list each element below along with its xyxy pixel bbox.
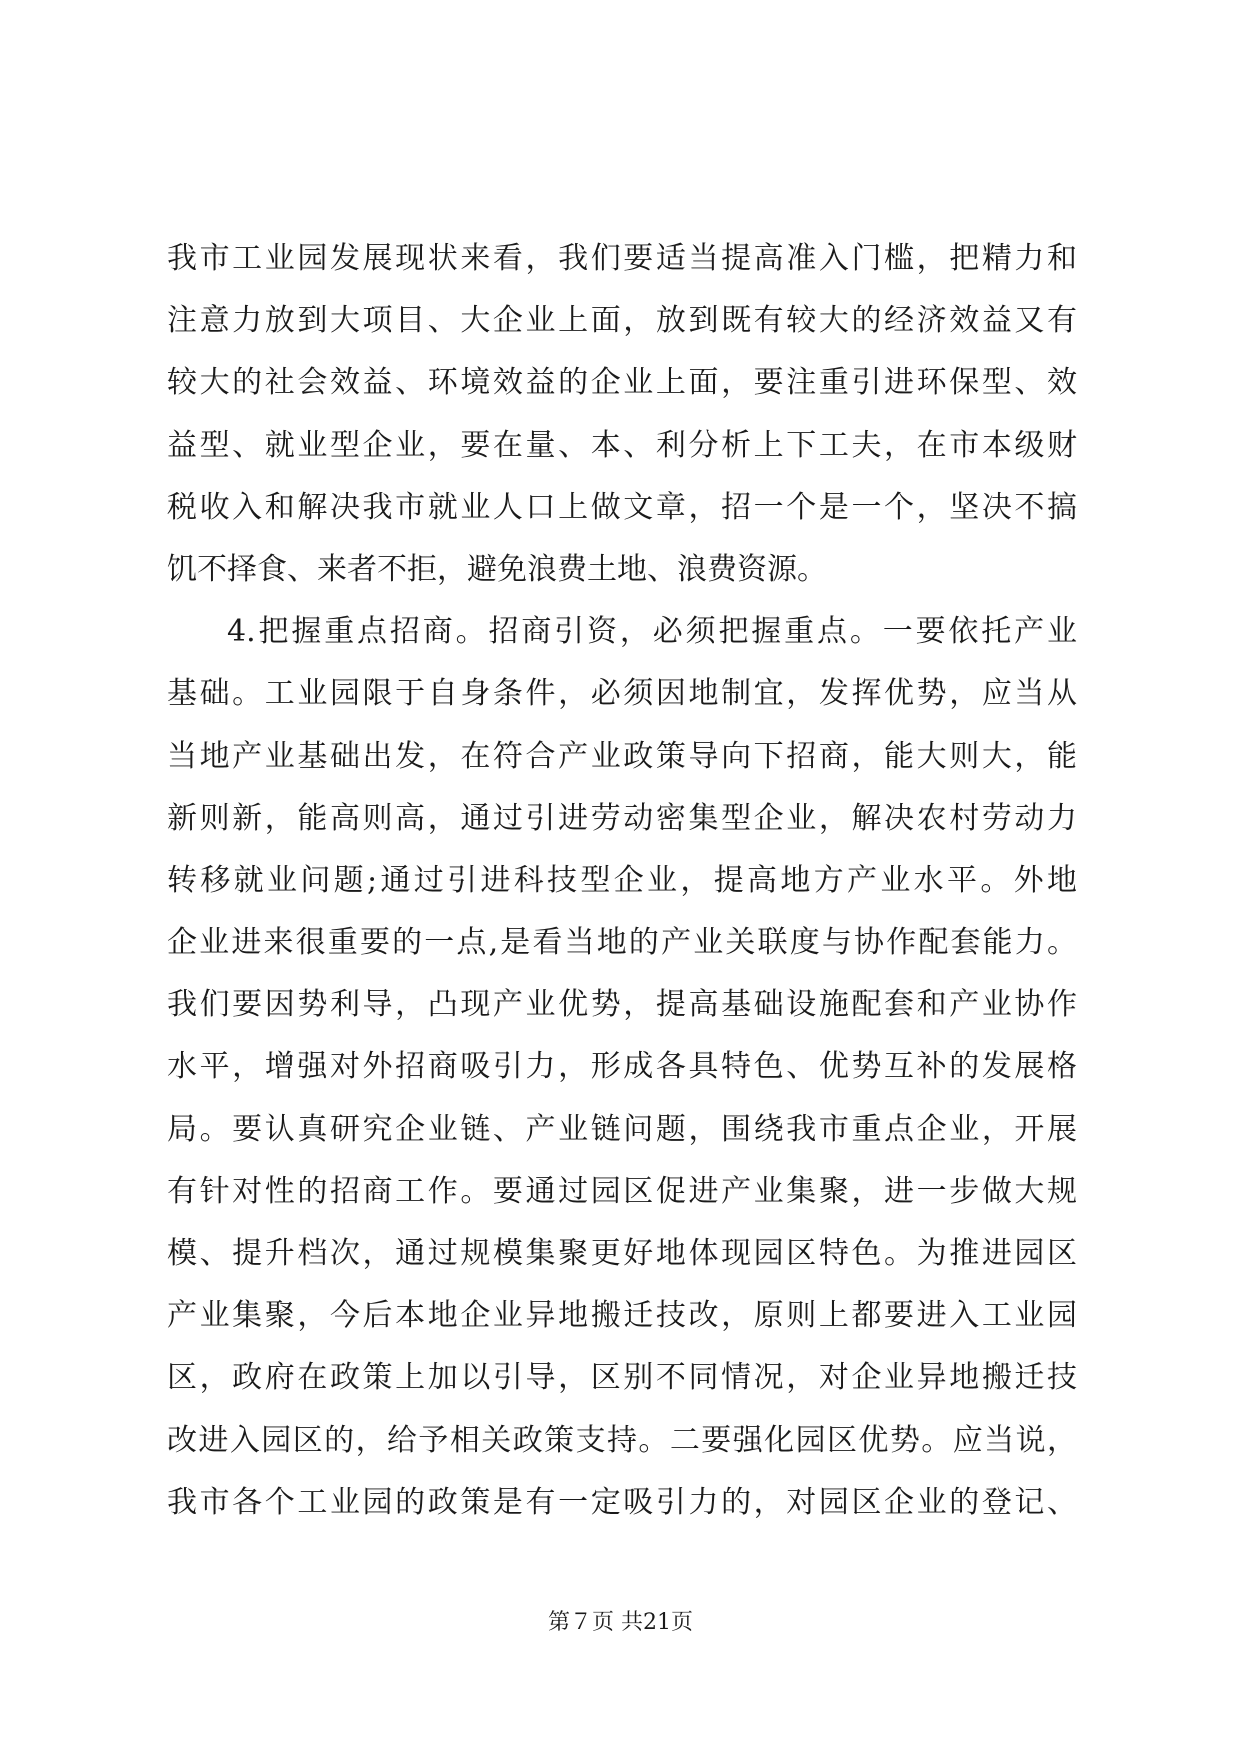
- text-line: 改进入园区的，给予相关政策支持。二要强化园区优势。应当说，: [167, 1422, 1077, 1458]
- text-line: 有针对性的招商工作。要通过园区促进产业集聚，进一步做大规: [167, 1173, 1077, 1209]
- paragraph-2: [167, 601, 1077, 1534]
- text-line: 我市工业园发展现状来看，我们要适当提高准入门槛，把精力和: [167, 241, 1077, 276]
- text-line: 4.把握重点招商。招商引资，必须把握重点。一要依托产业: [227, 614, 1077, 650]
- text-line: 税收入和解决我市就业人口上做文章，招一个是一个，坚决不搞: [167, 489, 1077, 525]
- text-line: 局。要认真研究企业链、产业链问题，围绕我市重点企业，开展: [167, 1111, 1077, 1147]
- text-line: 企业进来很重要的一点,是看当地的产业关联度与协作配套能力。: [167, 925, 1077, 961]
- text-line: 产业集聚，今后本地企业异地搬迁技改，原则上都要进入工业园: [167, 1298, 1077, 1334]
- text-line: 饥不择食、来者不拒，避免浪费土地、浪费资源。: [167, 551, 827, 587]
- text-line: 我市各个工业园的政策是有一定吸引力的，对园区企业的登记、: [167, 1484, 1077, 1520]
- paragraph-1: [167, 228, 1077, 601]
- text-line: 较大的社会效益、环境效益的企业上面，要注重引进环保型、效: [167, 365, 1077, 401]
- text-line: 益型、就业型企业，要在量、本、利分析上下工夫，在市本级财: [167, 427, 1077, 463]
- body-text: [167, 228, 1077, 1534]
- text-line: 转移就业问题;通过引进科技型企业，提高地方产业水平。外地: [167, 862, 1077, 898]
- text-line: 新则新，能高则高，通过引进劳动密集型企业，解决农村劳动力: [167, 800, 1077, 836]
- text-line: 模、提升档次，通过规模集聚更好地体现园区特色。为推进园区: [167, 1236, 1077, 1271]
- page-number-footer: 第７页 共21页: [548, 1610, 693, 1635]
- text-line: 基础。工业园限于自身条件，必须因地制宜，发挥优势，应当从: [167, 676, 1077, 712]
- text-line: 水平，增强对外招商吸引力，形成各具特色、优势互补的发展格: [167, 1049, 1077, 1085]
- text-line: 我们要因势利导，凸现产业优势，提高基础设施配套和产业协作: [167, 987, 1077, 1023]
- text-line: 注意力放到大项目、大企业上面，放到既有较大的经济效益又有: [167, 303, 1077, 339]
- text-line: 区，政府在政策上加以引导，区别不同情况，对企业异地搬迁技: [167, 1360, 1077, 1396]
- text-line: 当地产业基础出发，在符合产业政策导向下招商，能大则大，能: [167, 738, 1077, 774]
